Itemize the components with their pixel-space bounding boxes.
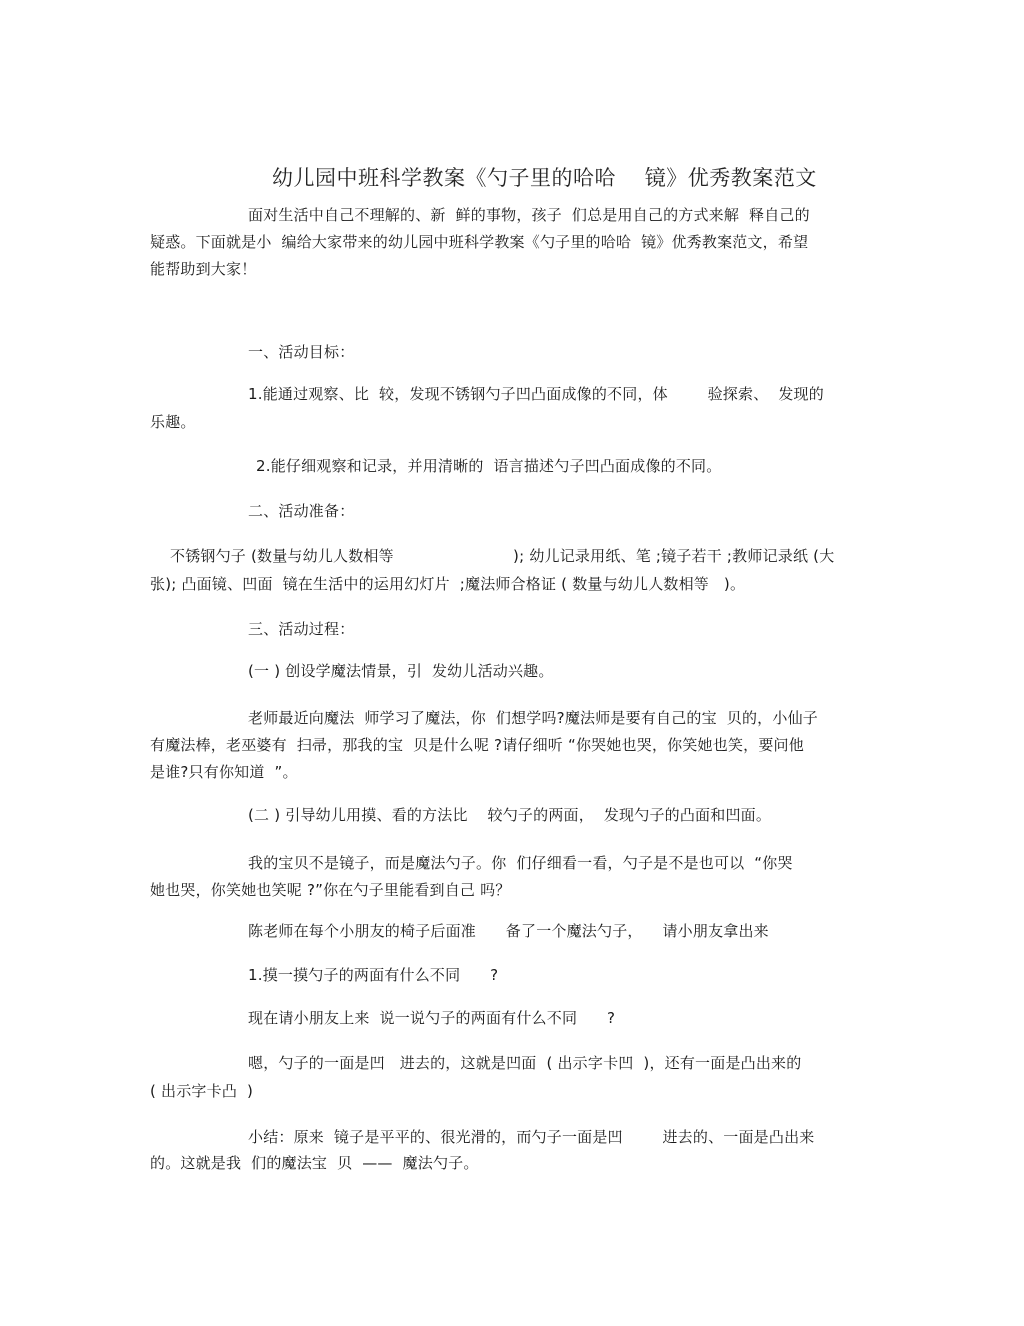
para-1-line-3: 是谁?只有你知道 ”。 — [150, 763, 298, 781]
para-1-line-1: 老师最近向魔法 师学习了魔法，你 们想学吗?魔法师是要有自己的宝 贝的，小仙子 — [248, 709, 818, 727]
para-1-line-2: 有魔法棒，老巫婆有 扫帚，那我的宝 贝是什么呢 ?请仔细听 “你哭她也哭，你笑她也笑，要问他 — [150, 736, 804, 754]
goal-2: 2.能仔细观察和记录，并用清晰的 语言描述勺子凹凸面成像的不同。 — [256, 457, 722, 475]
section-2-heading: 二、活动准备： — [248, 502, 355, 520]
section-3-heading: 三、活动过程： — [248, 620, 355, 638]
goal-1-line-2: 乐趣。 — [150, 413, 196, 431]
intro-line-1: 面对生活中自己不理解的、新 鲜的事物，孩子 们总是用自己的方式来解 释自己的 — [248, 206, 810, 224]
para-2-line-2: 她也哭，你笑她也笑呢 ?”你在勺子里能看到自己 吗？ — [150, 881, 511, 899]
document-title: 幼儿园中班科学教案《勺子里的哈哈 镜》优秀教案范文 — [272, 166, 817, 190]
materials-line-1: 不锈钢勺子 (数量与幼儿人数相等 ); 幼儿记录用纸、笔 ;镜子若干 ;教师记录纸 (大 — [170, 547, 835, 565]
goal-1-line-1: 1.能通过观察、比 较，发现不锈钢勺子凹凸面成像的不同，体 验探索、 发现的 — [248, 385, 824, 403]
para-4: 现在请小朋友上来 说一说勺子的两面有什么不同 ? — [248, 1009, 616, 1027]
intro-line-2: 疑惑。下面就是小 编给大家带来的幼儿园中班科学教案《勺子里的哈哈 镜》优秀教案范文，希望 — [150, 233, 809, 251]
materials-line-2: 张); 凸面镜、凹面 镜在生活中的运用幻灯片 ;魔法师合格证 ( 数量与幼儿人数相等 )。 — [150, 575, 746, 593]
para-2-line-1: 我的宝贝不是镜子，而是魔法勺子。你 们仔细看一看，勺子是不是也可以 “你哭 — [248, 854, 793, 872]
para-5-line-2: ( 出示字卡凸 ) — [150, 1082, 254, 1100]
para-5-line-1: 嗯，勺子的一面是凹 进去的，这就是凹面 ( 出示字卡凹 )，还有一面是凸出来的 — [248, 1054, 802, 1072]
summary-line-1: 小结：原来 镜子是平平的、很光滑的，而勺子一面是凹 进去的、一面是凸出来 — [248, 1128, 815, 1146]
summary-line-2: 的。这就是我 们的魔法宝 贝 —— 魔法勺子。 — [150, 1154, 479, 1172]
section-1-heading: 一、活动目标： — [248, 343, 355, 361]
step-2: (二 ) 引导幼儿用摸、看的方法比 较勺子的两面， 发现勺子的凸面和凹面。 — [248, 806, 772, 824]
item-1: 1.摸一摸勺子的两面有什么不同 ? — [248, 966, 499, 984]
para-3: 陈老师在每个小朋友的椅子后面准 备了一个魔法勺子， 请小朋友拿出来 — [248, 922, 769, 940]
intro-line-3: 能帮助到大家！ — [150, 260, 257, 278]
step-1: (一 ) 创设学魔法情景，引 发幼儿活动兴趣。 — [248, 662, 554, 680]
